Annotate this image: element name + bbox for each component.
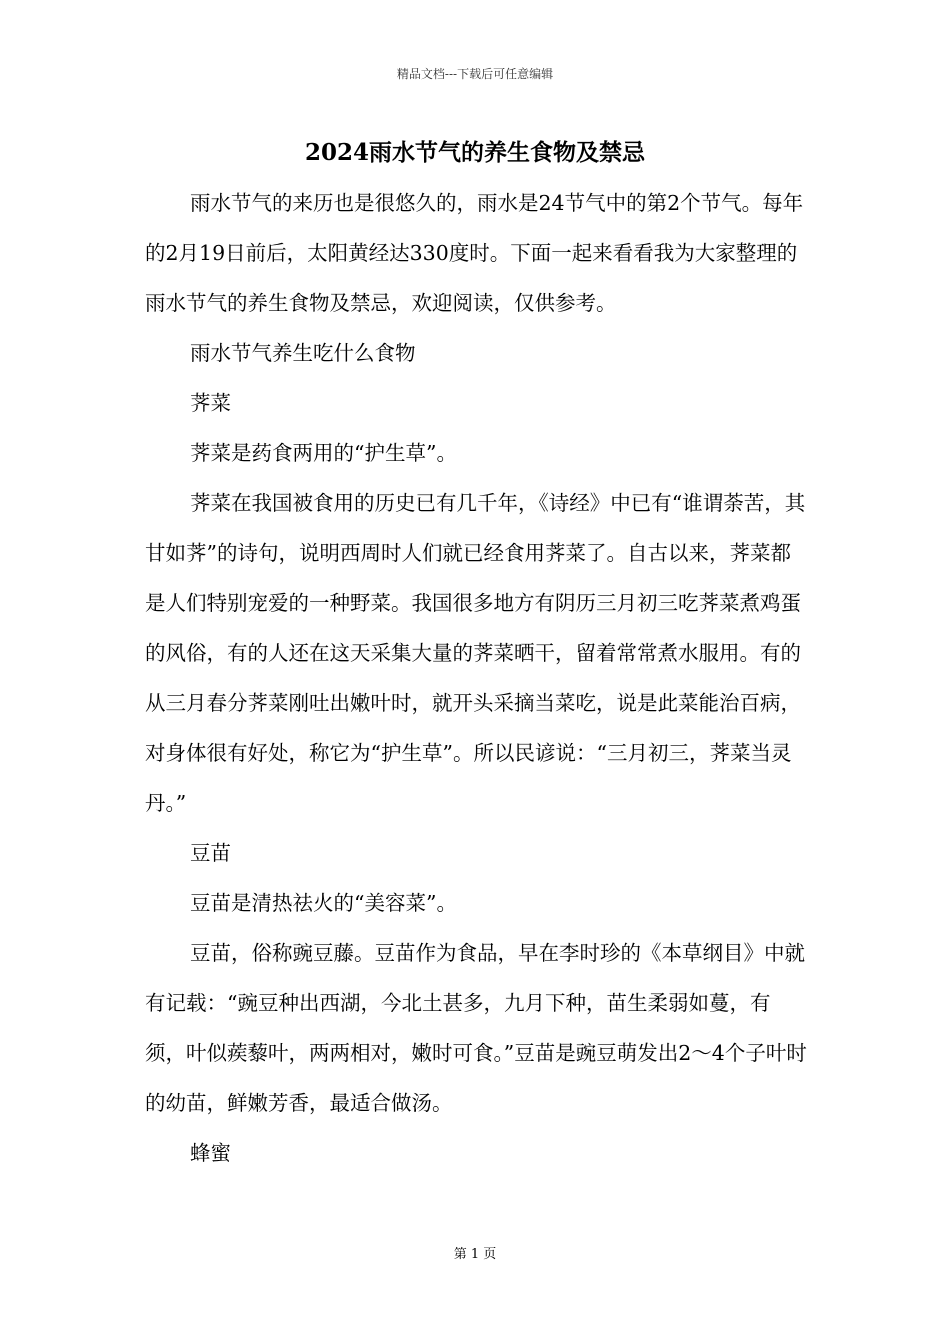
item-heading-jicai: 荠菜 — [190, 391, 231, 415]
paragraph-jicai-summary: 荠菜是药食两用的“护生草”。 — [190, 441, 457, 465]
paragraph-jicai-detail: 荠菜在我国被食用的历史已有几千年，《诗经》中已有“谁谓荼苦，其甘如荠”的诗句，说明西周时人们就已经食用荠菜了。自古以来，荠菜都是人们特别宠爱的一种野菜。我国很多地方有阴历三月初三吃荠菜煮鸡蛋的风俗，有的人还在这天采集大量的荠菜晒干，留着常常煮水服用。有的从三月春分荠菜刚吐出嫩叶时，就开头采摘当菜吃，说是此菜能治百病，对身体很有好处，称它为“护生草”。所以民谚说：“三月初三，荠菜当灵丹。” — [145, 491, 806, 815]
section-heading-foods: 雨水节气养生吃什么食物 — [190, 341, 416, 365]
page-number: 第 1 页 — [453, 1247, 497, 1262]
paragraph-doumiao-detail: 豆苗，俗称豌豆藤。豆苗作为食品，早在李时珍的《本草纲目》中就有记载：“豌豆种出西湖，今北土甚多，九月下种，苗生柔弱如蔓，有须，叶似蒺藜叶，两两相对，嫩时可食。”豆苗是豌豆萌发出2～4个子叶时的幼苗，鲜嫩芳香，最适合做汤。 — [145, 941, 807, 1115]
item-heading-doumiao: 豆苗 — [190, 841, 231, 865]
page-header: 精品文档---下载后可任意编辑 — [396, 67, 554, 81]
paragraph-doumiao-summary: 豆苗是清热祛火的“美容菜”。 — [190, 891, 457, 915]
document-title: 2024雨水节气的养生食物及禁忌 — [304, 139, 645, 166]
item-heading-fengmi: 蜂蜜 — [190, 1141, 231, 1165]
document-body — [145, 178, 810, 1178]
paragraph-intro: 雨水节气的来历也是很悠久的，雨水是24节气中的第2个节气。每年的2月19日前后，太阳黄经达330度时。下面一起来看看我为大家整理的雨水节气的养生食物及禁忌，欢迎阅读，仅供参考。 — [145, 191, 804, 315]
